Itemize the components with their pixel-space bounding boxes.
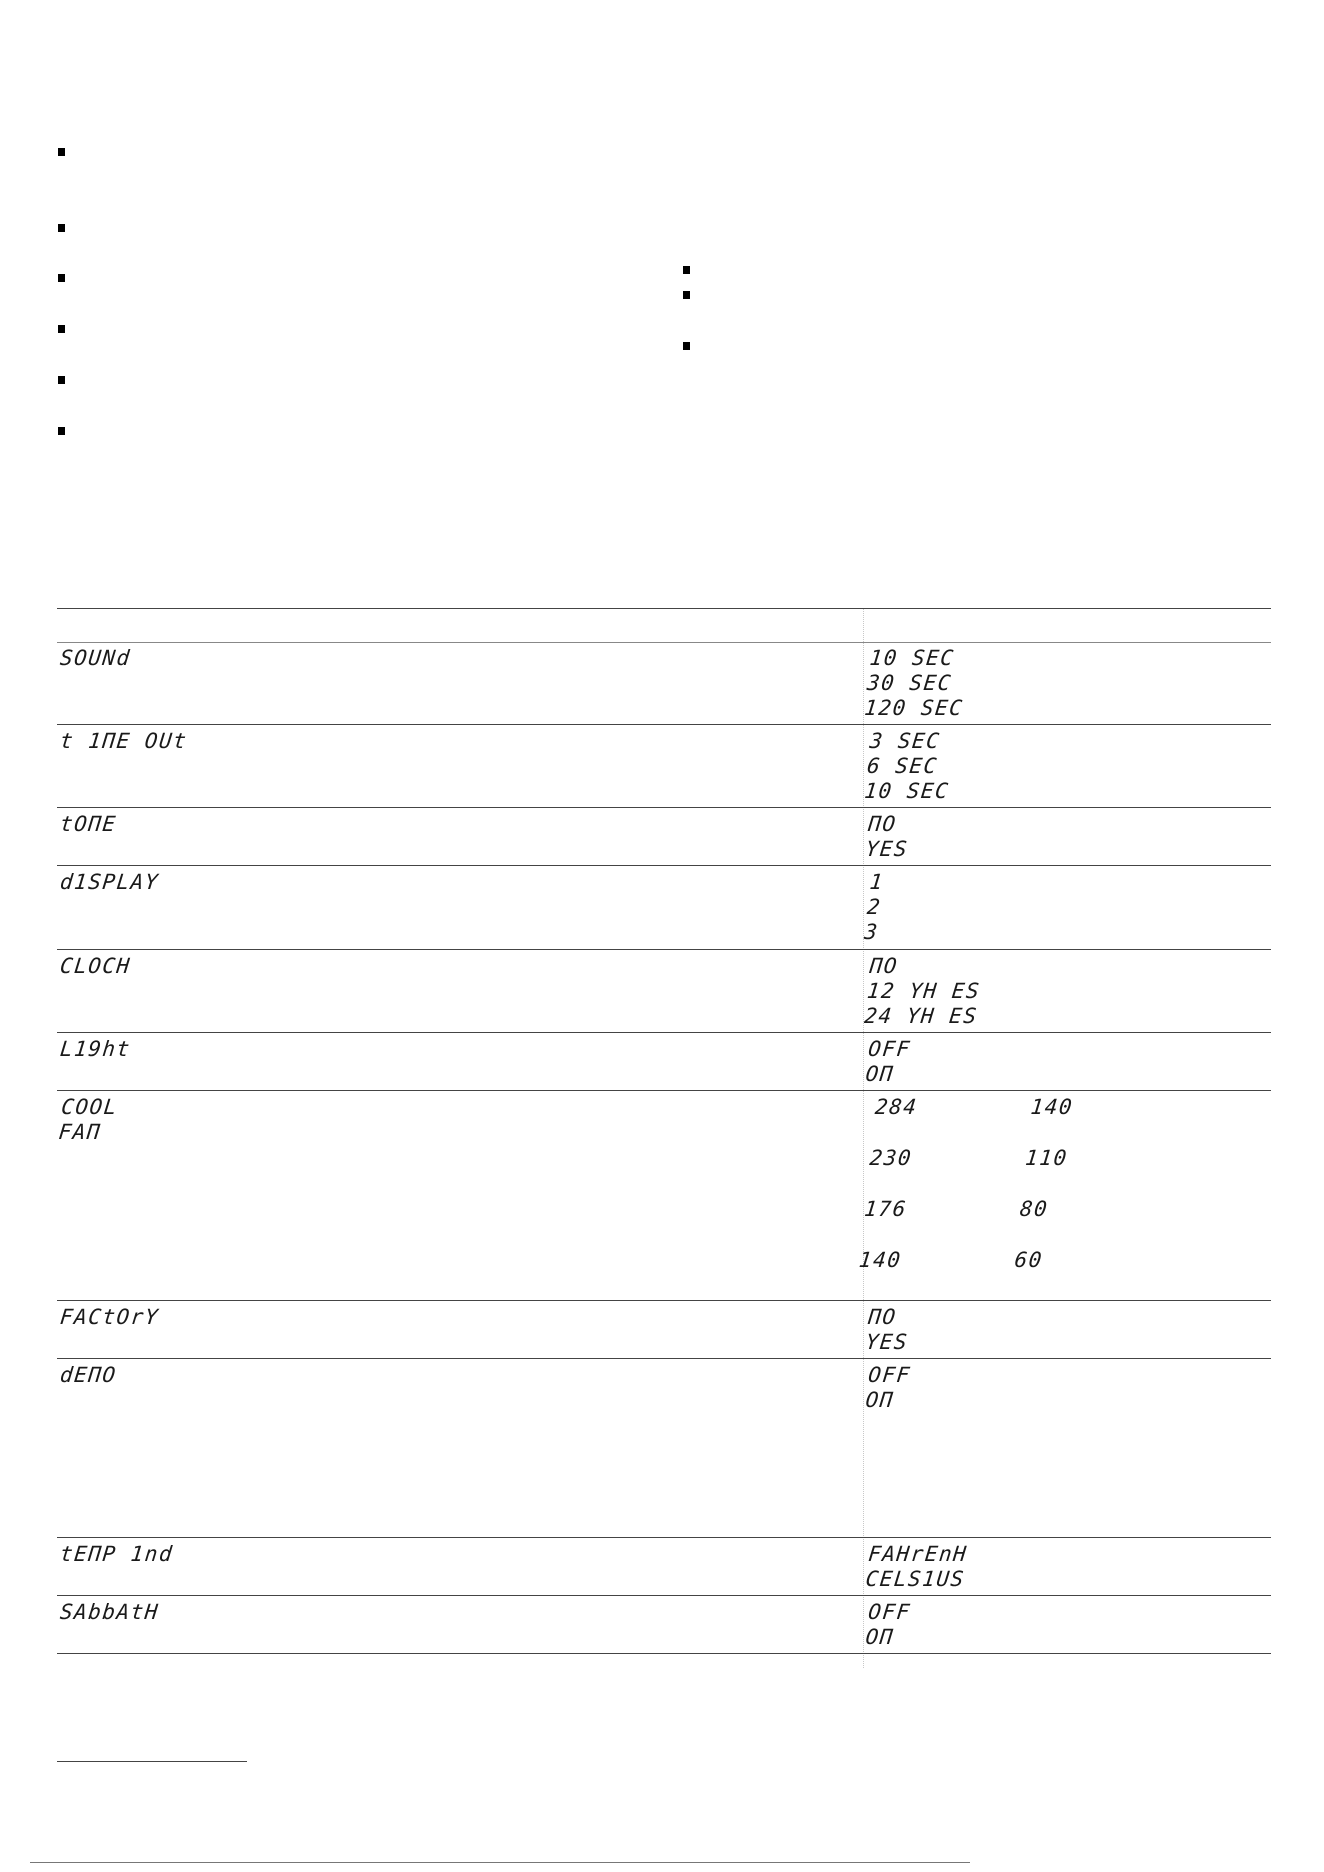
- option-value: 10 SEC: [868, 646, 956, 670]
- setting-name: [57, 1095, 119, 1145]
- table-bottom-rule: [57, 1653, 1271, 1654]
- option-value: ΠO: [867, 1305, 898, 1329]
- row-divider: [57, 865, 1271, 866]
- option-value: OΠ: [864, 1625, 896, 1649]
- row-divider: [57, 1595, 1271, 1596]
- option-value: 24 YH ES: [863, 1004, 979, 1028]
- option-value: 140 60: [857, 1248, 1045, 1272]
- bullet-marker: [58, 376, 65, 384]
- option-value: 230 110: [868, 1146, 1070, 1170]
- setting-options: [864, 1542, 968, 1592]
- option-value: [860, 1223, 1061, 1249]
- option-value: [871, 1121, 1072, 1147]
- row-divider: [57, 1537, 1271, 1538]
- setting-options: [863, 954, 984, 1029]
- setting-name: FACtOrY: [58, 1305, 161, 1329]
- bullet-marker: [58, 224, 65, 232]
- option-value: 10 SEC: [863, 779, 951, 803]
- option-value: ΠO: [868, 954, 900, 978]
- setting-options: [858, 1095, 1075, 1274]
- option-value: 284 140: [873, 1095, 1075, 1119]
- option-value: ΠO: [867, 812, 898, 836]
- setting-name: t 1ΠE OUt: [58, 729, 189, 753]
- option-value: YES: [864, 837, 910, 861]
- option-value: 3 SEC: [868, 729, 942, 753]
- option-value: 2: [865, 895, 883, 919]
- setting-name: dEΠO: [58, 1363, 118, 1387]
- row-divider: [57, 1090, 1271, 1091]
- row-divider: [57, 1358, 1271, 1359]
- option-value: FAHrEnH: [867, 1542, 969, 1566]
- option-value: CELS1US: [864, 1567, 967, 1591]
- row-divider: [57, 949, 1271, 950]
- setting-options: [863, 646, 970, 721]
- option-value: 120 SEC: [863, 696, 965, 720]
- setting-options: [864, 1037, 912, 1087]
- setting-options: [864, 1305, 912, 1355]
- setting-options: [864, 1600, 912, 1650]
- option-value: OΠ: [864, 1388, 896, 1412]
- row-divider: [57, 807, 1271, 808]
- page-bottom-rule: [30, 1862, 970, 1863]
- bullet-marker: [683, 291, 690, 299]
- bullet-marker: [58, 427, 65, 435]
- setting-name: tEΠP 1nd: [58, 1542, 175, 1566]
- setting-options: [864, 1363, 912, 1413]
- setting-name: L19ht: [58, 1037, 133, 1061]
- option-value: OFF: [867, 1037, 913, 1061]
- setting-options: [863, 729, 956, 804]
- bullet-marker: [58, 325, 65, 333]
- table-header-rule: [57, 642, 1271, 643]
- setting-name: CLOCH: [58, 954, 133, 978]
- option-value: YES: [864, 1330, 910, 1354]
- bullet-marker: [683, 342, 690, 350]
- setting-name: d1SPLAY: [58, 870, 161, 894]
- row-divider: [57, 1300, 1271, 1301]
- row-divider: [57, 724, 1271, 725]
- bullet-marker: [58, 274, 65, 282]
- option-value: 6 SEC: [865, 754, 940, 778]
- bullet-marker: [58, 148, 65, 156]
- table-top-rule: [57, 608, 1271, 609]
- option-value: 12 YH ES: [865, 979, 982, 1003]
- option-value: 1: [868, 870, 886, 894]
- column-separator: [863, 608, 864, 1668]
- option-value: OFF: [867, 1363, 913, 1387]
- option-value: OFF: [867, 1600, 913, 1624]
- setting-name-line: COOL FAΠ: [57, 1095, 120, 1144]
- setting-name: tOΠE: [58, 812, 118, 836]
- row-divider: [57, 1032, 1271, 1033]
- setting-name: SOUNd: [58, 646, 133, 670]
- footnote-rule: [57, 1761, 247, 1762]
- bullet-marker: [683, 266, 690, 274]
- option-value: 3: [863, 920, 880, 944]
- setting-options: [864, 812, 912, 862]
- setting-name: SAbbAtH: [58, 1600, 161, 1624]
- setting-options: [863, 870, 885, 945]
- option-value: OΠ: [864, 1062, 896, 1086]
- option-value: 176 80: [863, 1197, 1050, 1221]
- option-value: [866, 1172, 1067, 1198]
- option-value: 30 SEC: [865, 671, 954, 695]
